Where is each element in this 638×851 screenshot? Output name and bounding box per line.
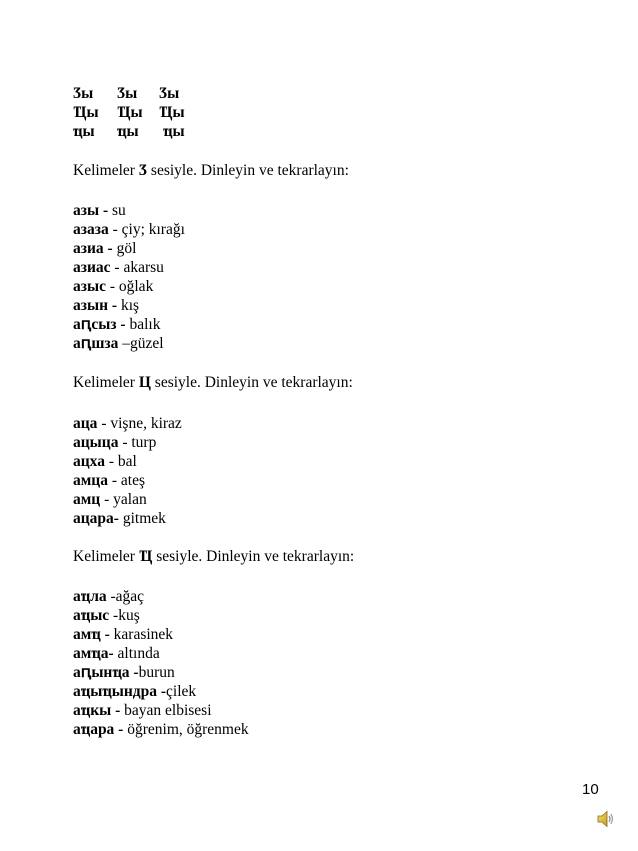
vocab-meaning: -ağaç: [106, 588, 145, 605]
heading-letter: Ӡ: [138, 162, 148, 179]
heading-text: Kelimeler: [73, 548, 139, 565]
page-number: 10: [582, 781, 599, 798]
vocab-meaning: kış: [117, 297, 140, 314]
heading-text: sesiyle. Dinleyin ve tekrarlayın:: [152, 548, 355, 565]
syllable: ҵы: [163, 123, 185, 140]
vocab-meaning: göl: [112, 240, 137, 257]
vocab-term: аԥсыз -: [73, 316, 126, 333]
vocab-item: [73, 414, 182, 433]
vocab-item: [73, 587, 144, 606]
vocab-term: азиа -: [73, 240, 113, 257]
vocab-meaning: bayan elbisesi: [120, 702, 212, 719]
vocab-term: аца: [73, 415, 98, 432]
vocab-item: [73, 701, 212, 720]
vocab-meaning: öğrenim, öğrenmek: [123, 721, 249, 738]
vocab-item: [73, 239, 136, 258]
vocab-term: амҵа-: [73, 645, 114, 662]
syllable: Ҵы: [73, 104, 99, 121]
vocab-meaning: çilek: [166, 683, 197, 700]
vocab-term: аҵкы -: [73, 702, 121, 719]
syllable: Ҵы: [159, 104, 185, 121]
vocab-meaning: –güzel: [118, 335, 164, 352]
vocab-meaning: karasinek: [109, 626, 174, 643]
vocab-item: [73, 720, 249, 739]
vocab-meaning: - bal: [104, 453, 137, 470]
vocab-term: ацыца: [73, 434, 119, 451]
vocab-term: азыс: [73, 278, 106, 295]
syllable: Ӡы: [117, 85, 138, 102]
vocab-meaning: altında: [113, 645, 160, 662]
vocab-item: [73, 201, 126, 220]
vocab-item: [73, 606, 140, 625]
vocab-item: [73, 490, 147, 509]
section-heading: [73, 374, 353, 392]
vocab-term: ацара-: [73, 510, 119, 527]
heading-letter: Ц: [138, 374, 151, 391]
vocab-term: аҵыҵындра -: [73, 683, 167, 700]
section-heading: [73, 548, 354, 566]
vocab-item: [73, 433, 156, 452]
speaker-icon[interactable]: [596, 809, 616, 829]
vocab-meaning: - ateş: [108, 472, 146, 489]
vocab-term: ацха: [73, 453, 105, 470]
vocab-meaning: balık: [125, 316, 161, 333]
vocab-item: [73, 509, 166, 528]
syllable: Ӡы: [159, 85, 180, 102]
heading-text: sesiyle. Dinleyin ve tekrarlayın:: [150, 374, 353, 391]
heading-text: Kelimeler: [73, 162, 139, 179]
heading-letter: Ҵ: [138, 548, 153, 565]
syllable: Ӡы: [73, 85, 94, 102]
vocab-term: аԥынҵа -: [73, 664, 139, 681]
vocab-item: [73, 277, 153, 296]
vocab-term: аԥшза: [73, 335, 119, 352]
vocab-term: аҵара -: [73, 721, 124, 738]
vocab-term: азаза: [73, 221, 109, 238]
vocab-item: [73, 682, 196, 701]
vocab-term: амҵ -: [73, 626, 110, 643]
vocab-term: азиас: [73, 259, 111, 276]
vocab-meaning: -kuş: [109, 607, 140, 624]
vocab-item: [73, 220, 185, 239]
vocab-item: [73, 315, 160, 334]
vocab-meaning: - yalan: [100, 491, 147, 508]
vocab-term: азын -: [73, 297, 118, 314]
vocab-item: [73, 644, 160, 663]
heading-text: Kelimeler: [73, 374, 139, 391]
vocab-term: аҵла: [73, 588, 107, 605]
vocab-meaning: burun: [138, 664, 175, 681]
vocab-term: азы -: [73, 202, 109, 219]
vocab-item: [73, 452, 137, 471]
syllable: ҵы: [73, 123, 95, 140]
vocab-meaning: gitmek: [118, 510, 166, 527]
vocab-item: [73, 296, 139, 315]
vocab-meaning: su: [108, 202, 126, 219]
vocab-meaning: - oğlak: [105, 278, 154, 295]
vocab-item: [73, 625, 173, 644]
vocab-term: амца: [73, 472, 108, 489]
vocab-item: [73, 334, 164, 353]
vocab-meaning: - vişne, kiraz: [97, 415, 182, 432]
syllable: Ҵы: [117, 104, 143, 121]
vocab-item: [73, 663, 175, 682]
vocab-meaning: - turp: [118, 434, 157, 451]
vocab-item: [73, 471, 145, 490]
vocab-term: амц: [73, 491, 101, 508]
syllable: ҵы: [117, 123, 139, 140]
vocab-term: аҵыс: [73, 607, 110, 624]
section-heading: [73, 162, 349, 180]
vocab-item: [73, 258, 164, 277]
vocab-meaning: - çiy; kırağı: [108, 221, 185, 238]
heading-text: sesiyle. Dinleyin ve tekrarlayın:: [147, 162, 349, 179]
vocab-meaning: - akarsu: [110, 259, 164, 276]
